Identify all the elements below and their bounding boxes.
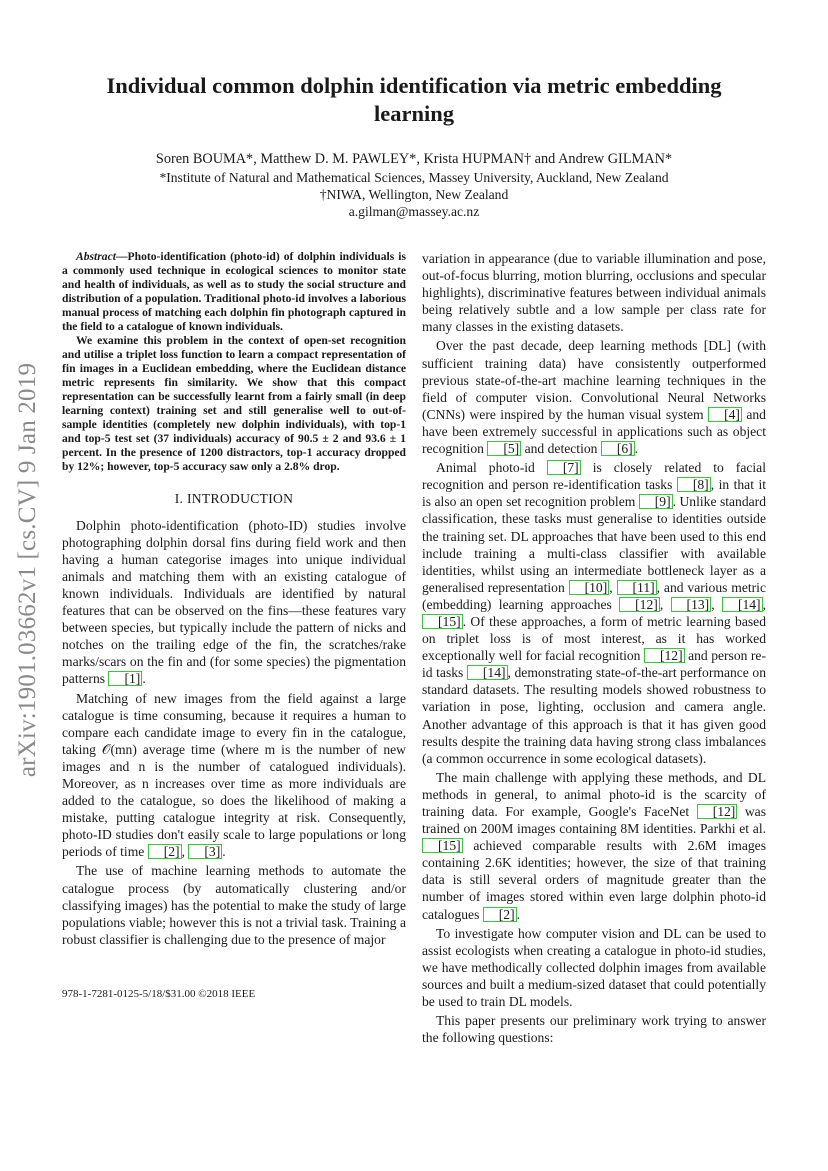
section-heading-introduction: I. INTRODUCTION <box>174 490 294 506</box>
citation-link[interactable]: [9] <box>639 494 673 509</box>
abstract-label: Abstract <box>76 250 116 263</box>
intro-paragraph-3: The use of machine learning methods to automate the catalogue process (by automatically clustering and/or classifying images) has the potential to make the study of large populations viable; however this is not a trivial task. Training a robust classifier is challenging due to the presence of major <box>62 863 406 947</box>
citation-link[interactable]: [12] <box>619 597 660 612</box>
citation-link[interactable]: [3] <box>188 844 222 859</box>
citation-link[interactable]: [4] <box>708 407 742 422</box>
right-paragraph-2: Over the past decade, deep learning methods [DL] (with sufficient training data) have consistently outperformed previous state-of-the-art machine learning techniques in the field of computer vision. Convolutional Neural Networks (CNNs) were inspired by the human visual system [4] and have been extremely successful in applications such as object recognition [5] and detection [6] . <box>422 338 766 457</box>
citation-link[interactable]: [2] <box>148 844 182 859</box>
citation-link[interactable]: [6] <box>601 441 635 456</box>
citation-link[interactable]: [13] <box>671 597 712 612</box>
abstract-paragraph-2: We examine this problem in the context of open-set recognition and utilise a triplet loss function to learn a compact representation of fin images in a Euclidean embedding, where the Euclidean distance metric represents fin similarity. We show that this compact representation can be successfully learnt from a fairly small (in deep learning context) training set and still generalise well to out-of-sample identities (completely new dolphin individuals), with top-1 and top-5 test set (37 individuals) accuracy of 90.5 ± 2 and 93.6 ± 1 percent. In the presence of 1200 distractors, top-1 accuracy dropped by 12%; however, top-5 accuracy saw only a 2.8% drop. <box>62 334 406 473</box>
right-paragraph-6: This paper presents our preliminary work trying to answer the following questions: <box>422 1013 766 1046</box>
arxiv-stamp <box>14 290 42 850</box>
citation-link[interactable]: [5] <box>487 441 521 456</box>
right-column <box>422 250 766 1046</box>
citation-link[interactable]: [10] <box>569 580 610 595</box>
right-paragraph-3: Animal photo-id [7] is closely related to facial recognition and person re-identification tasks [8] , in that it is also an open set recognition problem [9] . Unlike standard classification, these tasks must generalise to identities outside the training set. DL approaches that have been used to this end include training a multi-class classifier with available identities, whilst using an intermediate bottleneck layer as a generalised representation [10] , [11] , and various metric (embedding) learning approaches [12] , [13] , [14] , [15] . Of these approaches, a form of metric learning based on triplet loss is of most interest, as it has worked exceptionally well for facial recognition [12] and person re-id tasks [14] , demonstrating state-of-the-art performance on standard datasets. The resulting models showed robustness to variation in pose, lighting, occlusion and camera angle. Another advantage of this approach is that it has given good results despite the training data having strong class imbalances (a common occurrence in some ecological datasets). <box>422 460 766 766</box>
citation-link[interactable]: [12] <box>644 648 685 663</box>
citation-link[interactable]: [15] <box>422 614 463 629</box>
citation-link[interactable]: [2] <box>483 907 517 922</box>
abstract-paragraph-1: Abstract—Photo-identification (photo-id) of dolphin individuals is a commonly used technique in ecological sciences to monitor state and health of individuals, as well as to study the social structure and distribution of a population. Traditional photo-id involves a laborious manual process of matching each dolphin fin photograph captured in the field to a catalogue of known individuals. <box>62 250 406 333</box>
copyright-footer: 978-1-7281-0125-5/18/$31.00 ©2018 IEEE <box>62 988 256 1000</box>
left-column <box>62 250 406 948</box>
intro-paragraph-2: Matching of new images from the field against a large catalogue is time consuming, because it requires a human to compare each candidate image to every fin in the catalogue, taking 𝒪(mn) average time (where m is the number of new images and n is the number of catalogued individuals). Moreover, as n increases over time as more individuals are added to the catalogue, so does the likelihood of making a mistake, putting catalogue integrity at risk. Consequently, photo-ID studies don't easily scale to large populations or long periods of time [2] , [3] . <box>62 690 406 860</box>
citation-link[interactable]: [15] <box>422 838 463 853</box>
citation-link[interactable]: [7] <box>547 460 581 475</box>
citation-link[interactable]: [14] <box>467 665 508 680</box>
contact-email: a.gilman@massey.ac.nz <box>348 204 480 219</box>
right-paragraph-5: To investigate how computer vision and DL can be used to assist ecologists when creating a catalogue in photo-id studies, we have methodically collected dolphin images from available sources and built a medium-sized dataset that could potentially be used to train DL models. <box>422 925 766 1010</box>
affiliation-massey: *Institute of Natural and Mathematical Sciences, Massey University, Auckland, New Zealand <box>159 170 669 185</box>
intro-paragraph-1: Dolphin photo-identification (photo-ID) studies involve photographing dolphin dorsal fins during field work and then having a human categorise images into unique individual animals and matching them with an existing catalogue of known individuals. Individuals are identified by natural features that can be observed on the fins—these features vary between species, but typically include the pattern of nicks and notches on the trailing edge of the fin, the scratches/rake marks/scars on the fin and (for some species) the pigmentation patterns [1] . <box>62 517 406 687</box>
citation-link[interactable]: [14] <box>722 597 763 612</box>
arxiv-id: arXiv:1901.03662v1 [cs.CV] 9 Jan 2019 <box>14 362 41 778</box>
right-paragraph-1: variation in appearance (due to variable illumination and pose, out-of-focus blurring, motion blurring, occlusions and specular highlights), discriminative features between individual animals being relatively subtle and a low sample per class rate for many classes in the existing datasets. <box>422 251 766 335</box>
citation-link[interactable]: [12] <box>697 804 738 819</box>
right-paragraph-4: The main challenge with applying these methods, and DL methods in general, to animal photo-id is the scarcity of training data. For example, Google's FaceNet [12] was trained on 200M images containing 8M identities. Parkhi et al. [15] achieved comparable results with 2.6M images containing 2.6K identities; however, the size of that training data is still several orders of magnitude greater than the number of images stored within even large dolphin photo-id catalogues [2] . <box>422 769 766 922</box>
paper-title: Individual common dolphin identification via metric embedding learning <box>106 73 722 126</box>
citation-link[interactable]: [8] <box>677 477 711 492</box>
affiliation-niwa: †NIWA, Wellington, New Zealand <box>319 187 509 202</box>
citation-link[interactable]: [11] <box>617 580 657 595</box>
citation-link[interactable]: [1] <box>108 671 142 686</box>
author-list: Soren BOUMA*, Matthew D. M. PAWLEY*, Krista HUPMAN† and Andrew GILMAN* <box>155 151 673 167</box>
